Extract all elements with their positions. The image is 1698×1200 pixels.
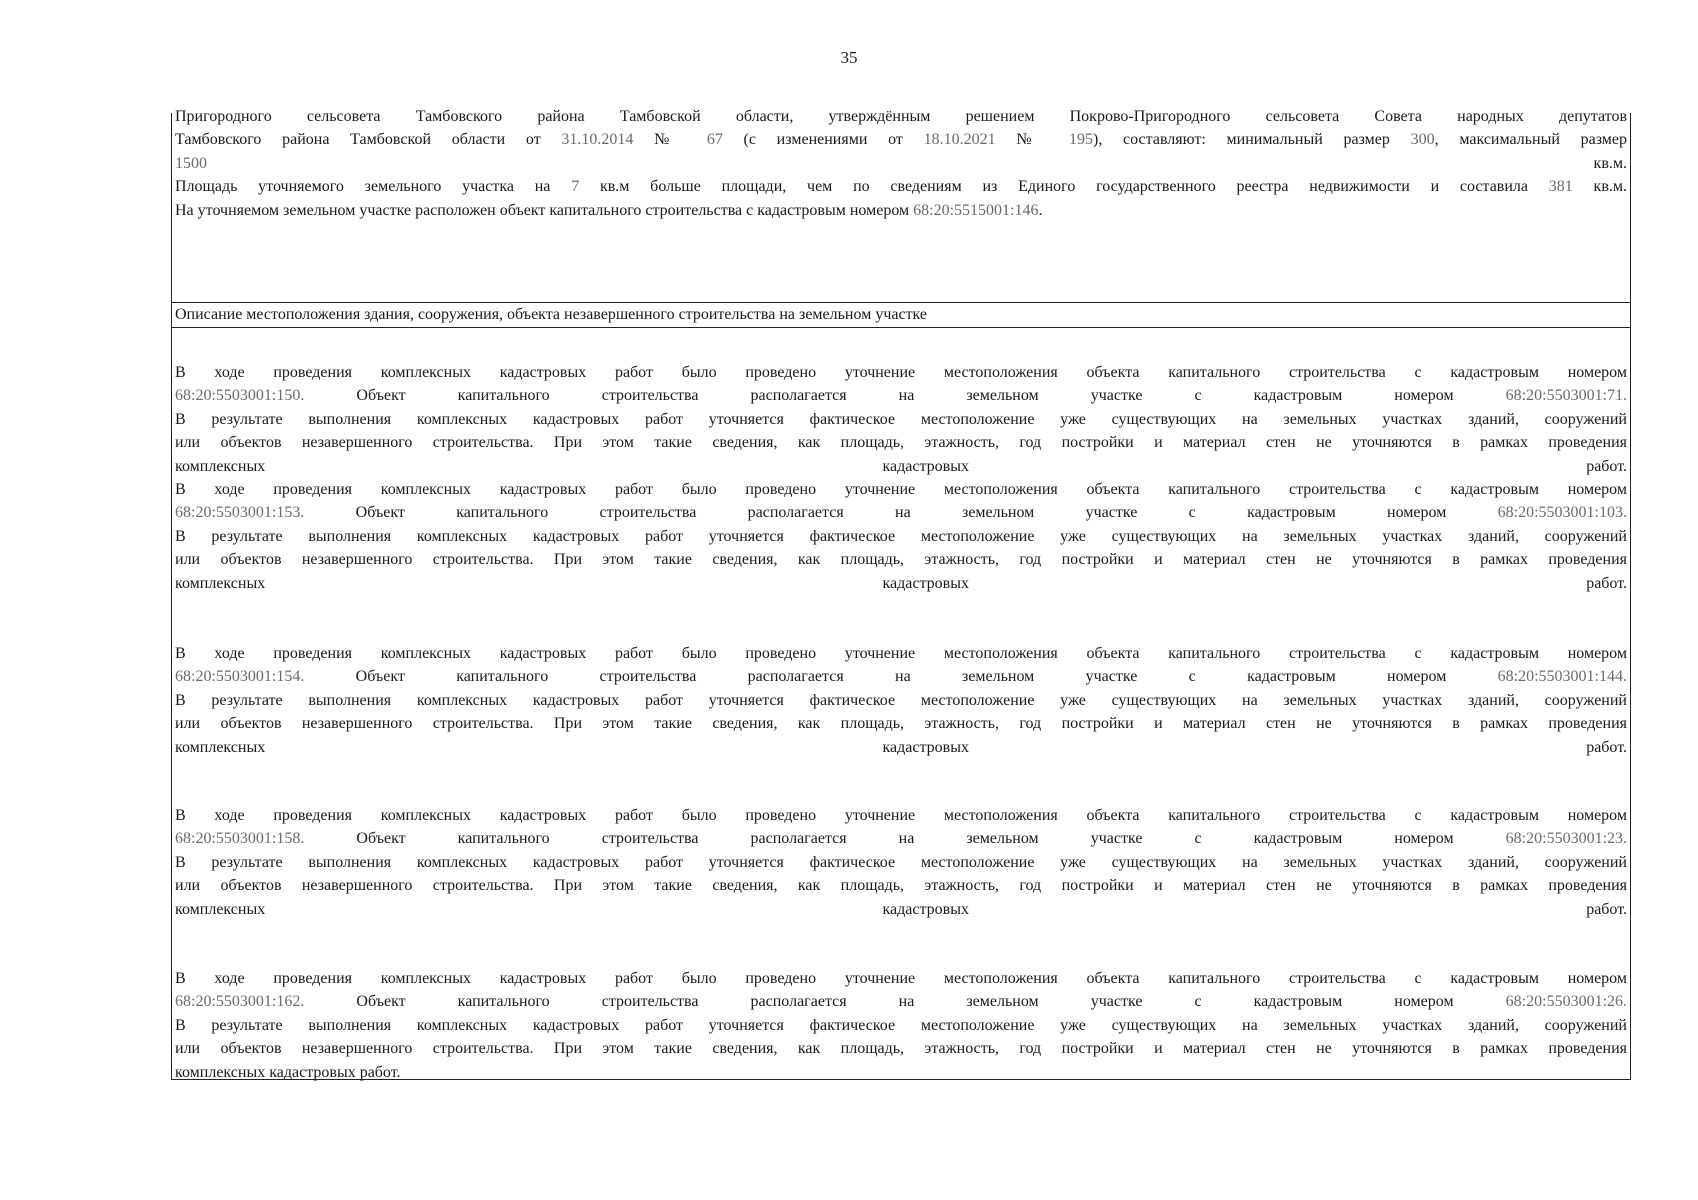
entry-line-3: В результате выполнения комплексных кадастровых работ уточняется фактическое местоположение уже существующих на земельных участках зданий, сооружений [175, 1016, 1627, 1034]
entry-block-4 [175, 804, 1627, 921]
entry-line-3: В результате выполнения комплексных кадастровых работ уточняется фактическое местоположение уже существующих на земельных участках зданий, сооружений [175, 691, 1627, 709]
entry-line-1: В ходе проведения комплексных кадастровых работ было проведено уточнение местоположения объекта капитального строительства с кадастровым номером [175, 970, 1627, 987]
entry-line-2: 68:20:5503001:150. Объект капитального строительства располагается на земельном участке с кадастровым номером 68:20:5503001:71. [175, 387, 1628, 405]
section-heading-row [172, 302, 1630, 328]
entry-line-4: или объектов незавершенного строительства. При этом такие сведения, как площадь, этажность, год постройки и материал стен не уточняются в рамках проведения [175, 877, 1627, 895]
document-table [171, 108, 1631, 1081]
intro-line-3: 1500 кв.м. [175, 154, 1627, 172]
page-number: 35 [840, 48, 858, 67]
entry-line-4: или объектов незавершенного строительства. При этом такие сведения, как площадь, этажность, год постройки и материал стен не уточняются в рамках проведения [175, 551, 1627, 569]
entry-line-5: комплексных кадастровых работ. [175, 738, 1628, 756]
entry-line-3: В результате выполнения комплексных кадастровых работ уточняется фактическое местоположение уже существующих на земельных участках зданий, сооружений [175, 410, 1627, 428]
entry-line-1: В ходе проведения комплексных кадастровых работ было проведено уточнение местоположения объекта капитального строительства с кадастровым номером [175, 645, 1627, 662]
entry-line-3: В результате выполнения комплексных кадастровых работ уточняется фактическое местоположение уже существующих на земельных участках зданий, сооружений [175, 853, 1627, 871]
entry-line-2: 68:20:5503001:154. Объект капитального строительства располагается на земельном участке с кадастровым номером 68:20:5503001:144. [175, 668, 1627, 686]
intro-line-1: Пригородного сельсовета Тамбовского района Тамбовской области, утверждённым решением Покрово-Пригородного сельсовета Совета народных депутатов [175, 108, 1627, 125]
entry-line-3: В результате выполнения комплексных кадастровых работ уточняется фактическое местоположение уже существующих на земельных участках зданий, сооружений [175, 527, 1627, 545]
entry-line-1: В ходе проведения комплексных кадастровых работ было проведено уточнение местоположения объекта капитального строительства с кадастровым номером [175, 807, 1627, 824]
entry-line-5: комплексных кадастровых работ. [175, 574, 1628, 592]
entry-line-4: или объектов незавершенного строительства. При этом такие сведения, как площадь, этажность, год постройки и материал стен не уточняются в рамках проведения [175, 1040, 1627, 1058]
section-heading: Описание местоположения здания, сооружения, объекта незавершенного строительства на земельном участке [175, 306, 928, 323]
intro-line-4: Площадь уточняемого земельного участка на 7 кв.м больше площади, чем по сведениям из Единого государственного реестра недвижимости и составила 381 кв.м. [175, 178, 1628, 196]
entry-line-5: комплексных кадастровых работ. [175, 457, 1628, 475]
entry-line-1: В ходе проведения комплексных кадастровых работ было проведено уточнение местоположения объекта капитального строительства с кадастровым номером [175, 481, 1627, 498]
entry-line-2: 68:20:5503001:153. Объект капитального строительства располагается на земельном участке с кадастровым номером 68:20:5503001:103. [175, 504, 1627, 522]
entry-block-3 [175, 642, 1627, 759]
entry-line-5: комплексных кадастровых работ. [175, 1063, 401, 1081]
entry-line-2: 68:20:5503001:158. Объект капитального строительства располагается на земельном участке с кадастровым номером 68:20:5503001:23. [175, 830, 1628, 848]
entry-block-5 [175, 967, 1627, 1084]
intro-line-5: На уточняемом земельном участке расположен объект капитального строительства с кадастровым номером 68:20:5515001:146. [175, 201, 1043, 219]
intro-block [175, 105, 1627, 222]
entry-line-2: 68:20:5503001:162. Объект капитального строительства располагается на земельном участке с кадастровым номером 68:20:5503001:26. [175, 993, 1628, 1011]
entry-block-2 [175, 478, 1627, 595]
entry-line-4: или объектов незавершенного строительства. При этом такие сведения, как площадь, этажность, год постройки и материал стен не уточняются в рамках проведения [175, 715, 1627, 733]
entry-line-5: комплексных кадастровых работ. [175, 900, 1628, 918]
entry-block-1 [175, 361, 1627, 478]
entry-line-1: В ходе проведения комплексных кадастровых работ было проведено уточнение местоположения объекта капитального строительства с кадастровым номером [175, 364, 1627, 381]
entry-line-4: или объектов незавершенного строительства. При этом такие сведения, как площадь, этажность, год постройки и материал стен не уточняются в рамках проведения [175, 434, 1627, 452]
intro-line-2: Тамбовского района Тамбовской области от 31.10.2014 № 67 (с изменениями от 18.10.2021 № 195), составляют: минимальный размер 300, максимальный размер [175, 131, 1628, 149]
